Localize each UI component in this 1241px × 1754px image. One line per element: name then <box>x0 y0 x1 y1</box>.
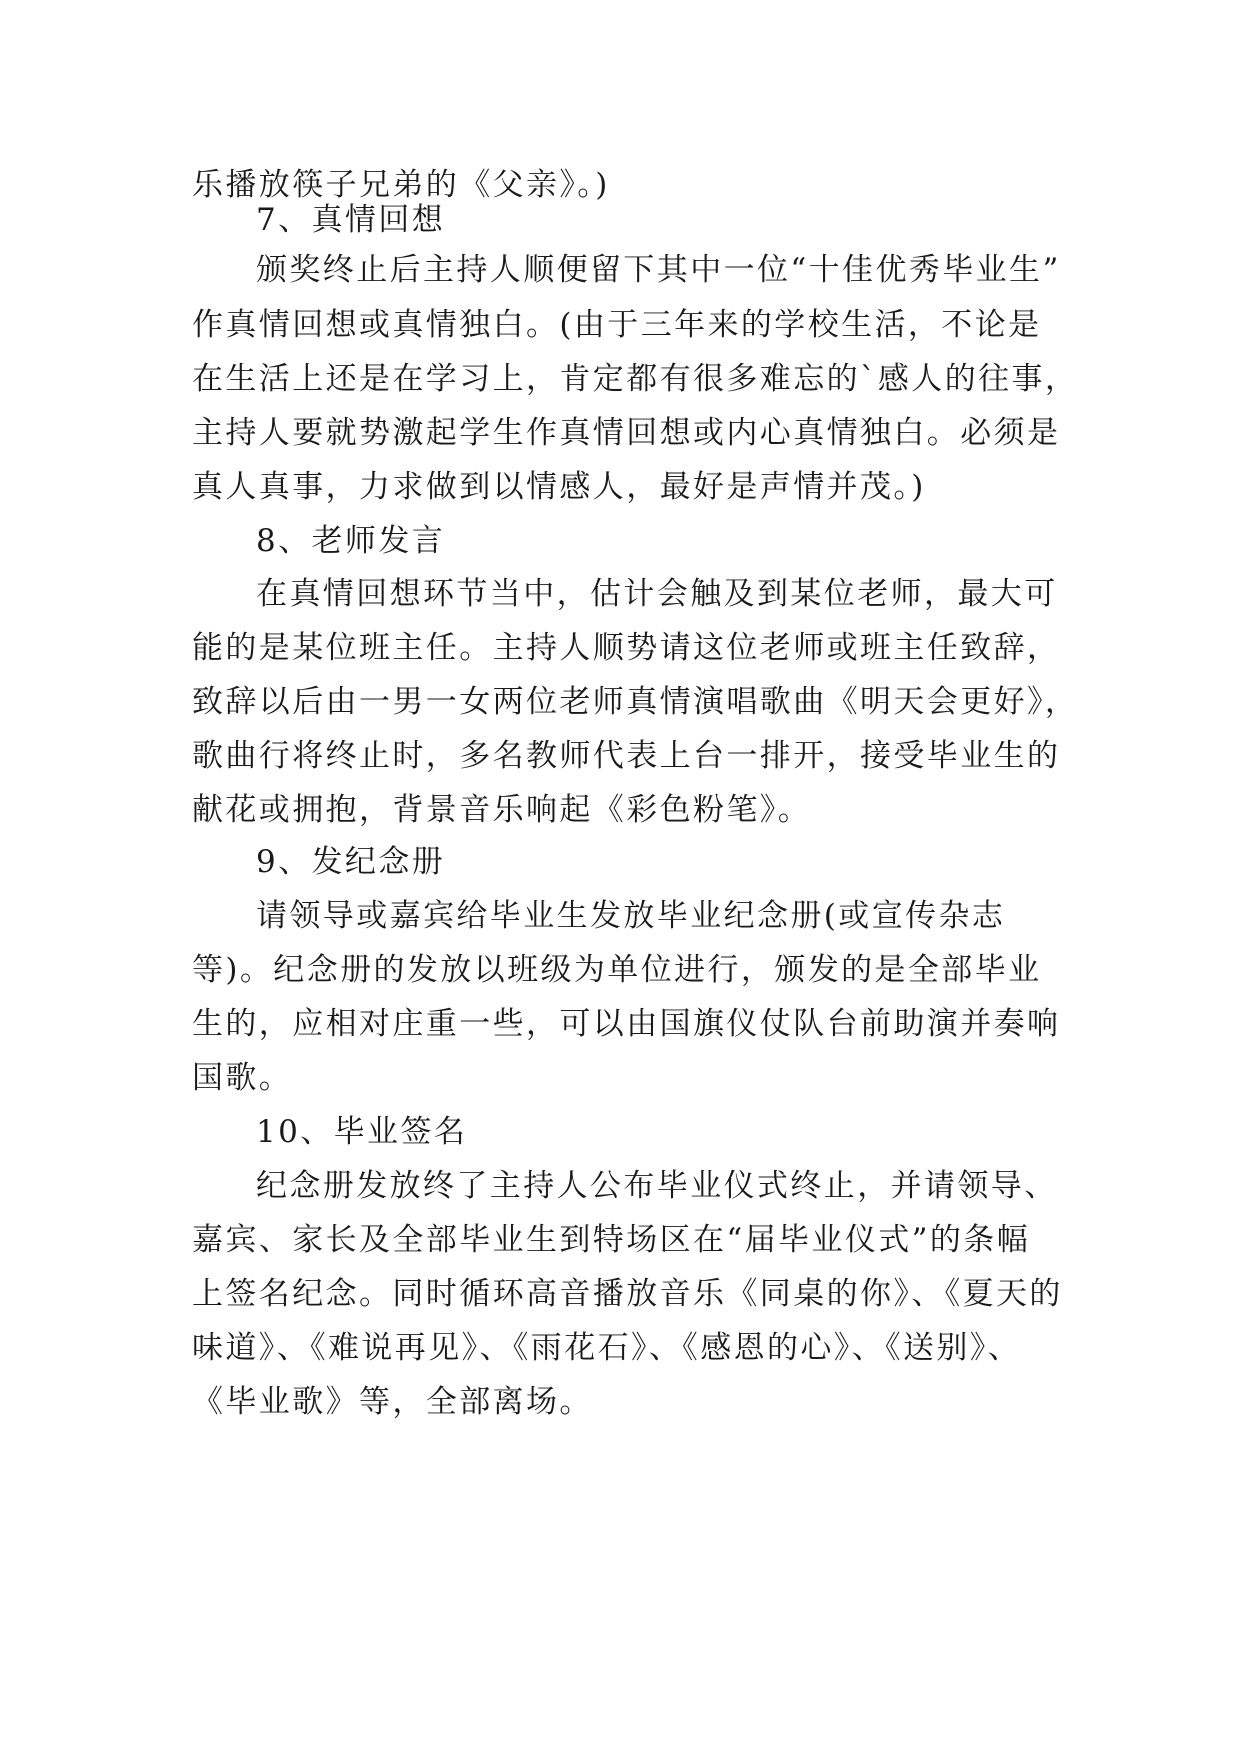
text-line: 真人真事，力求做到以情感人，最好是声情并茂。) <box>192 469 926 505</box>
text-line: 在真情回想环节当中，估计会触及到某位老师，最大可 <box>256 576 1058 612</box>
text-line: 纪念册发放终了主持人公布毕业仪式终止，并请领导、 <box>256 1168 1058 1204</box>
text-line: 在生活上还是在学习上，肯定都有很多难忘的`感人的往事， <box>192 361 1079 397</box>
text-line: 主持人要就势激起学生作真情回想或内心真情独白。必须是 <box>192 415 1061 451</box>
text-line: 上签名纪念。同时循环高音播放音乐《同桌的你》、《夏天的 <box>192 1276 1063 1312</box>
text-line: 乐播放筷子兄弟的《父亲》。) <box>192 167 610 203</box>
section-heading-9: 9、发纪念册 <box>256 844 446 880</box>
text-line: 作真情回想或真情独白。(由于三年来的学校生活，不论是 <box>192 307 1042 343</box>
text-line: 生的，应相对庄重一些，可以由国旗仪仗队台前助演并奏响 <box>192 1006 1061 1042</box>
text-line: 献花或拥抱，背景音乐响起《彩色粉笔》。 <box>192 792 812 828</box>
text-line: 嘉宾、家长及全部毕业生到特场区在“届毕业仪式”的条幅 <box>192 1222 1031 1258</box>
text-line: 能的是某位班主任。主持人顺势请这位老师或班主任致辞， <box>192 630 1061 666</box>
text-line: 国歌。 <box>192 1060 293 1096</box>
text-line: 味道》、《难说再见》、《雨花石》、《感恩的心》、《送别》、 <box>192 1330 1022 1366</box>
text-line: 等)。纪念册的发放以班级为单位进行，颁发的是全部毕业 <box>192 952 1042 988</box>
text-line: 致辞以后由一男一女两位老师真情演唱歌曲《明天会更好》， <box>192 684 1079 720</box>
text-line: 歌曲行将终止时，多名教师代表上台一排开，接受毕业生的 <box>192 738 1061 774</box>
text-line: 《毕业歌》等，全部离场。 <box>192 1384 593 1420</box>
section-heading-7: 7、真情回想 <box>256 202 446 238</box>
text-line: 请领导或嘉宾给毕业生发放毕业纪念册(或宣传杂志 <box>256 898 1006 934</box>
section-heading-8: 8、老师发言 <box>256 523 446 559</box>
text-line: 颁奖终止后主持人顺便留下其中一位“十佳优秀毕业生” <box>256 252 1061 288</box>
section-heading-10: 10、毕业签名 <box>256 1114 468 1150</box>
